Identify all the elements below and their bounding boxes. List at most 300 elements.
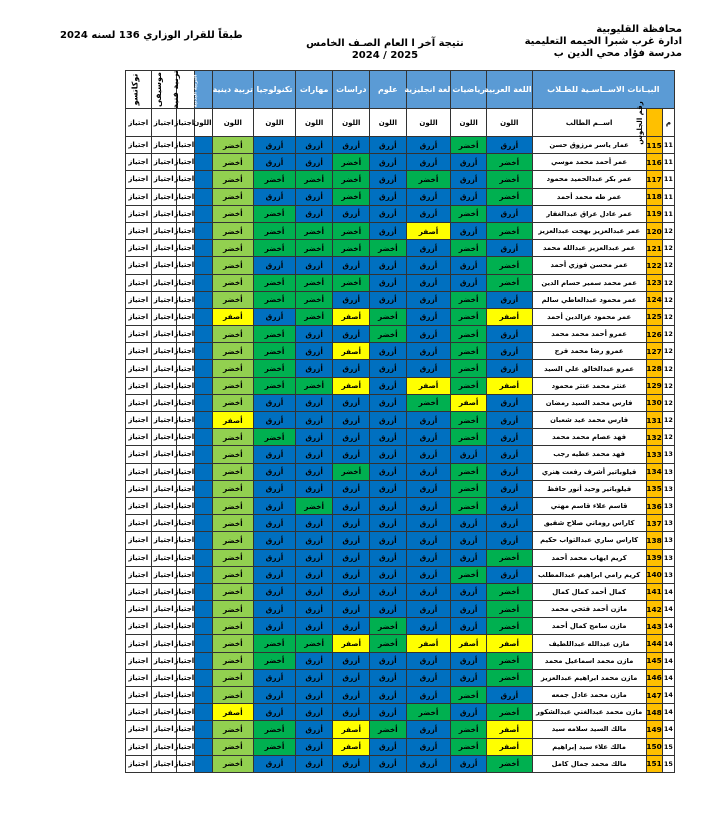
table-row [126, 394, 675, 411]
grade-english: أزرق [406, 463, 451, 480]
student-name: عمر محسن فوزي أحمد [532, 257, 646, 274]
student-name: كريم رامي ابراهيم عبدالمطلب [532, 566, 646, 583]
grade-english: أخضر [406, 704, 451, 721]
grade-math: أخضر [451, 205, 487, 222]
table-row [126, 480, 675, 497]
grade-english: أزرق [406, 137, 451, 154]
ict-pass-cell: اجتياز [126, 137, 152, 154]
ict-pass-cell: اجتياز [126, 635, 152, 652]
seat-number: 117 [646, 171, 662, 188]
pe-grade-cell [195, 566, 212, 583]
grade-science: أخضر [370, 308, 407, 325]
grade-english: أزرق [406, 687, 451, 704]
grade-science: أزرق [370, 463, 407, 480]
grade-science: أزرق [370, 412, 407, 429]
pe-grade-cell [195, 618, 212, 635]
grade-social: أزرق [333, 429, 370, 446]
seat-number: 139 [646, 549, 662, 566]
music-pass-cell: اجتياز [151, 412, 176, 429]
seat-number: 115 [646, 137, 662, 154]
grade-english: أزرق [406, 549, 451, 566]
pe-grade-cell [195, 188, 212, 205]
music-pass-cell: اجتياز [151, 274, 176, 291]
seat-number: 149 [646, 721, 662, 738]
row-index: 12 [662, 429, 674, 446]
grade-tech: أزرق [254, 188, 296, 205]
grade-math: أخضر [451, 343, 487, 360]
pe-grade-cell [195, 669, 212, 686]
ict-pass-cell: اجتياز [126, 480, 152, 497]
grade-tech: أخضر [254, 240, 296, 257]
grade-arabic: أزرق [486, 532, 532, 549]
seat-number: 121 [646, 240, 662, 257]
grade-tech: أزرق [254, 687, 296, 704]
grade-tech: أزرق [254, 549, 296, 566]
grade-religion: أخضر [212, 618, 254, 635]
grade-skills: أزرق [295, 205, 333, 222]
grade-tech: أزرق [254, 566, 296, 583]
table-row [126, 515, 675, 532]
grade-tech: أخضر [254, 360, 296, 377]
grade-english: أصفر [406, 377, 451, 394]
row-index: 11 [662, 205, 674, 222]
pe-grade-cell [195, 549, 212, 566]
seat-number: 116 [646, 154, 662, 171]
pe-grade-cell [195, 137, 212, 154]
grade-religion: أخضر [212, 343, 254, 360]
grade-social: أزرق [333, 704, 370, 721]
seat-number: 123 [646, 274, 662, 291]
music-pass-cell: اجتياز [151, 515, 176, 532]
grade-arabic: أزرق [486, 240, 532, 257]
seat-number: 131 [646, 412, 662, 429]
student-name: مالك السيد سلامه سيد [532, 721, 646, 738]
pe-grade-cell [195, 738, 212, 755]
grade-social: أزرق [333, 532, 370, 549]
grade-arabic: أخضر [486, 154, 532, 171]
table-row [126, 635, 675, 652]
art-pass-cell: اجتياز [176, 704, 194, 721]
grade-social: أخضر [333, 463, 370, 480]
table-row [126, 566, 675, 583]
ict-pass-cell: اجتياز [126, 240, 152, 257]
grade-science: أزرق [370, 343, 407, 360]
grade-science: أزرق [370, 583, 407, 600]
row-index: 12 [662, 343, 674, 360]
grade-social: أزرق [333, 755, 370, 772]
ict-pass-cell: اجتياز [126, 257, 152, 274]
seat-number: 126 [646, 326, 662, 343]
music-pass-cell: اجتياز [151, 446, 176, 463]
grade-tech: أزرق [254, 601, 296, 618]
grade-religion: أخضر [212, 721, 254, 738]
grade-social: أصفر [333, 308, 370, 325]
art-pass-cell: اجتياز [176, 687, 194, 704]
color-header: اللون [212, 109, 254, 137]
ict-pass-cell: اجتياز [126, 721, 152, 738]
grade-skills: أزرق [295, 618, 333, 635]
music-pass-cell: اجتياز [151, 257, 176, 274]
grade-english: أزرق [406, 583, 451, 600]
grade-english: أزرق [406, 566, 451, 583]
row-index: 12 [662, 308, 674, 325]
student-name: عمر محمود عزالدين أحمد [532, 308, 646, 325]
grade-skills: أزرق [295, 343, 333, 360]
seat-number: 141 [646, 583, 662, 600]
pe-grade-cell [195, 429, 212, 446]
art-pass-cell: اجتياز [176, 669, 194, 686]
grade-math: أزرق [451, 532, 487, 549]
student-name: عمر عادل عراق عبدالغفار [532, 205, 646, 222]
table-row [126, 704, 675, 721]
grade-skills: أخضر [295, 274, 333, 291]
grade-arabic: أزرق [486, 205, 532, 222]
color-header: اللون [486, 109, 532, 137]
pe-grade-cell [195, 308, 212, 325]
grade-religion: أخضر [212, 274, 254, 291]
row-index: 11 [662, 171, 674, 188]
grade-science: أزرق [370, 429, 407, 446]
ict-pass-cell: اجتياز [126, 394, 152, 411]
row-index: 14 [662, 601, 674, 618]
grade-tech: أزرق [254, 704, 296, 721]
seat-number: 137 [646, 515, 662, 532]
art-pass-cell: اجتياز [176, 618, 194, 635]
pe-grade-cell [195, 205, 212, 222]
row-index: 14 [662, 669, 674, 686]
student-name: عمرو رضا محمد فرج [532, 343, 646, 360]
seat-number: 150 [646, 738, 662, 755]
grade-math: أزرق [451, 154, 487, 171]
grade-arabic: أخضر [486, 652, 532, 669]
grade-science: أخضر [370, 618, 407, 635]
row-index: 14 [662, 652, 674, 669]
ict-pass-cell: اجتياز [126, 377, 152, 394]
grade-math: أزرق [451, 257, 487, 274]
pe-grade-cell [195, 755, 212, 772]
color-header: اللون [451, 109, 487, 137]
grade-religion: أصفر [212, 704, 254, 721]
seat-number: 119 [646, 205, 662, 222]
table-row [126, 532, 675, 549]
grade-arabic: أزرق [486, 515, 532, 532]
grade-science: أزرق [370, 274, 407, 291]
seat-number: 132 [646, 429, 662, 446]
student-name: مازن محمد عادل جمعه [532, 687, 646, 704]
grade-english: أزرق [406, 274, 451, 291]
grade-math: أزرق [451, 515, 487, 532]
col-science: علوم [370, 71, 407, 109]
pe-grade-cell [195, 394, 212, 411]
grade-religion: أخضر [212, 429, 254, 446]
art-pass-cell: اجتياز [176, 549, 194, 566]
music-pass-cell: اجتياز [151, 463, 176, 480]
grade-social: أزرق [333, 394, 370, 411]
grade-tech: أخضر [254, 222, 296, 239]
music-pass-cell: اجتياز [151, 137, 176, 154]
art-pass-cell: اجتياز [176, 240, 194, 257]
seat-number: 145 [646, 652, 662, 669]
pe-grade-cell [195, 240, 212, 257]
ict-pass-cell: اجتياز [126, 463, 152, 480]
grade-religion: أخضر [212, 240, 254, 257]
art-pass-cell: اجتياز [176, 137, 194, 154]
music-pass-cell: اجتياز [151, 171, 176, 188]
student-name: فارس محمد السيد رمضان [532, 394, 646, 411]
color-header: اللون [295, 109, 333, 137]
art-pass-cell: اجتياز [176, 222, 194, 239]
grade-tech: أخضر [254, 274, 296, 291]
grade-arabic: أزرق [486, 480, 532, 497]
grade-skills: أزرق [295, 738, 333, 755]
grade-english: أزرق [406, 601, 451, 618]
student-name: عمرو عبدالخالق علي السيد [532, 360, 646, 377]
grade-science: أزرق [370, 755, 407, 772]
pe-grade-cell [195, 222, 212, 239]
grade-skills: أزرق [295, 188, 333, 205]
grade-science: أزرق [370, 205, 407, 222]
grade-tech: أزرق [254, 308, 296, 325]
table-row [126, 154, 675, 171]
student-name: عمرو أحمد محمد محمد [532, 326, 646, 343]
pe-grade-cell [195, 326, 212, 343]
grade-math: أخضر [451, 738, 487, 755]
grade-english: أزرق [406, 429, 451, 446]
student-name: كاراس روماني صلاح شفيق [532, 515, 646, 532]
grade-religion: أخضر [212, 738, 254, 755]
music-pass-cell: اجتياز [151, 205, 176, 222]
grade-social: أزرق [333, 652, 370, 669]
grade-religion: أخضر [212, 515, 254, 532]
row-index: 12 [662, 377, 674, 394]
grade-tech: أخضر [254, 326, 296, 343]
col-ict: توكاتسو [126, 71, 152, 109]
grade-skills: أزرق [295, 515, 333, 532]
grade-social: أصفر [333, 738, 370, 755]
grade-skills: أزرق [295, 687, 333, 704]
grade-science: أزرق [370, 738, 407, 755]
grade-social: أخضر [333, 154, 370, 171]
music-pass-cell: اجتياز [151, 480, 176, 497]
grade-math: أخضر [451, 429, 487, 446]
ict-pass-cell: اجتياز [126, 687, 152, 704]
grade-english: أخضر [406, 394, 451, 411]
grade-social: أزرق [333, 446, 370, 463]
row-index: 15 [662, 738, 674, 755]
grade-math: أخضر [451, 566, 487, 583]
grade-religion: أخضر [212, 222, 254, 239]
grade-math: أزرق [451, 704, 487, 721]
ict-pass-cell: اجتياز [126, 360, 152, 377]
grade-skills: أزرق [295, 137, 333, 154]
grade-english: أزرق [406, 291, 451, 308]
music-pass-cell: اجتياز [151, 601, 176, 618]
row-index: 14 [662, 721, 674, 738]
row-index: 12 [662, 274, 674, 291]
student-name: عمر عبدالعزيز بهجت عبدالعزيز [532, 222, 646, 239]
grade-math: أزرق [451, 618, 487, 635]
grade-science: أزرق [370, 257, 407, 274]
music-pass-cell: اجتياز [151, 721, 176, 738]
seat-number: 118 [646, 188, 662, 205]
table-row [126, 274, 675, 291]
grade-religion: أخضر [212, 137, 254, 154]
music-pass-cell: اجتياز [151, 497, 176, 514]
grade-arabic: أزرق [486, 429, 532, 446]
art-pass-cell: اجتياز [176, 463, 194, 480]
ict-pass-cell: اجتياز [126, 652, 152, 669]
col-social: دراسات [333, 71, 370, 109]
music-pass-cell: اجتياز [151, 704, 176, 721]
music-pass-cell: اجتياز [151, 755, 176, 772]
grade-tech: أخضر [254, 171, 296, 188]
seat-number: 151 [646, 755, 662, 772]
seat-number: 140 [646, 566, 662, 583]
music-pass-cell: اجتياز [151, 532, 176, 549]
seat-number: 142 [646, 601, 662, 618]
grade-tech: أزرق [254, 257, 296, 274]
grade-tech: أخضر [254, 343, 296, 360]
table-row [126, 205, 675, 222]
seat-number: 130 [646, 394, 662, 411]
grade-math: أصفر [451, 394, 487, 411]
music-pass-cell: اجتياز [151, 669, 176, 686]
grade-social: أزرق [333, 137, 370, 154]
grade-skills: أزرق [295, 326, 333, 343]
grade-social: أصفر [333, 635, 370, 652]
student-name: كمال أحمد كمال كمال [532, 583, 646, 600]
table-row [126, 377, 675, 394]
grade-math: أزرق [451, 652, 487, 669]
ict-pass-cell: اجتياز [126, 532, 152, 549]
art-pass-cell: اجتياز [176, 601, 194, 618]
grade-skills: أزرق [295, 566, 333, 583]
grade-science: أخضر [370, 635, 407, 652]
grade-arabic: أزرق [486, 412, 532, 429]
grade-tech: أخضر [254, 738, 296, 755]
grade-religion: أخضر [212, 205, 254, 222]
table-row [126, 583, 675, 600]
col-math: رياضيات [451, 71, 487, 109]
seat-number: 143 [646, 618, 662, 635]
pe-grade-cell [195, 154, 212, 171]
students-group-header: البيـانات الاســاسـية للطـلاب [532, 71, 674, 109]
grade-arabic: أخضر [486, 618, 532, 635]
grade-tech: أزرق [254, 669, 296, 686]
ict-pass-cell: اجتياز [126, 222, 152, 239]
art-pass-cell: اجتياز [176, 532, 194, 549]
report-year: 2025 / 2024 [351, 50, 419, 61]
grade-tech: أخضر [254, 635, 296, 652]
pe-grade-cell [195, 446, 212, 463]
seat-header: رقم الجلوس [646, 109, 662, 137]
pe-grade-cell [195, 480, 212, 497]
ict-pass-cell: اجتياز [126, 205, 152, 222]
grade-tech: أخضر [254, 291, 296, 308]
color-header: اللون [195, 109, 212, 137]
grade-tech: أزرق [254, 755, 296, 772]
grade-religion: أخضر [212, 360, 254, 377]
table-row [126, 446, 675, 463]
table-row [126, 188, 675, 205]
grade-science: أزرق [370, 188, 407, 205]
art-pass-cell: اجتياز [176, 412, 194, 429]
grade-tech: أزرق [254, 497, 296, 514]
pe-grade-cell [195, 291, 212, 308]
col-music: موسيقى [151, 71, 176, 109]
seat-number: 146 [646, 669, 662, 686]
ict-pass-cell: اجتياز [126, 549, 152, 566]
art-pass-cell: اجتياز [176, 257, 194, 274]
grade-skills: أزرق [295, 429, 333, 446]
ict-pass-cell: اجتياز [126, 291, 152, 308]
grade-science: أزرق [370, 704, 407, 721]
grade-arabic: أزرق [486, 360, 532, 377]
grade-social: أخضر [333, 274, 370, 291]
grade-science: أزرق [370, 497, 407, 514]
grade-social: أزرق [333, 601, 370, 618]
art-pass-cell: اجتياز [176, 755, 194, 772]
grade-social: أزرق [333, 291, 370, 308]
grade-english: أزرق [406, 618, 451, 635]
student-name: مازن عبدالله عبداللطيف [532, 635, 646, 652]
idx-header: م [662, 109, 674, 137]
row-index: 11 [662, 188, 674, 205]
student-name: فهد عصام محمد محمد [532, 429, 646, 446]
art-pass-cell: اجتياز [176, 738, 194, 755]
grade-math: أزرق [451, 549, 487, 566]
ict-pass-cell: اجتياز [126, 566, 152, 583]
grade-math: أخضر [451, 687, 487, 704]
seat-number: 148 [646, 704, 662, 721]
table-row [126, 755, 675, 772]
grade-math: أخضر [451, 137, 487, 154]
pe-grade-cell [195, 274, 212, 291]
row-index: 14 [662, 704, 674, 721]
row-index: 13 [662, 566, 674, 583]
row-index: 14 [662, 618, 674, 635]
ict-pass-cell: اجتياز [126, 669, 152, 686]
grade-skills: أخضر [295, 377, 333, 394]
grade-science: أزرق [370, 171, 407, 188]
grade-religion: أخضر [212, 463, 254, 480]
pe-grade-cell [195, 463, 212, 480]
grade-english: أزرق [406, 532, 451, 549]
color-header: اللون [254, 109, 296, 137]
grade-religion: أخضر [212, 601, 254, 618]
grade-science: أزرق [370, 566, 407, 583]
grade-arabic: أزرق [486, 463, 532, 480]
table-row [126, 463, 675, 480]
school-name-label: مدرسة فؤاد محي الدين ب [553, 48, 682, 59]
art-pass-cell: اجتياز [176, 635, 194, 652]
seat-number: 122 [646, 257, 662, 274]
grade-tech: أزرق [254, 532, 296, 549]
grade-social: أخضر [333, 171, 370, 188]
grade-science: أزرق [370, 532, 407, 549]
grade-science: أزرق [370, 446, 407, 463]
col-art: تربية فنية [176, 71, 194, 109]
seat-number: 147 [646, 687, 662, 704]
pe-grade-cell [195, 171, 212, 188]
seat-number: 127 [646, 343, 662, 360]
grade-math: أخضر [451, 463, 487, 480]
ict-pass-cell: اجتياز [126, 154, 152, 171]
results-table [125, 70, 675, 773]
grade-english: أزرق [406, 240, 451, 257]
music-pass-cell: اجتياز [151, 154, 176, 171]
grade-religion: أخضر [212, 635, 254, 652]
